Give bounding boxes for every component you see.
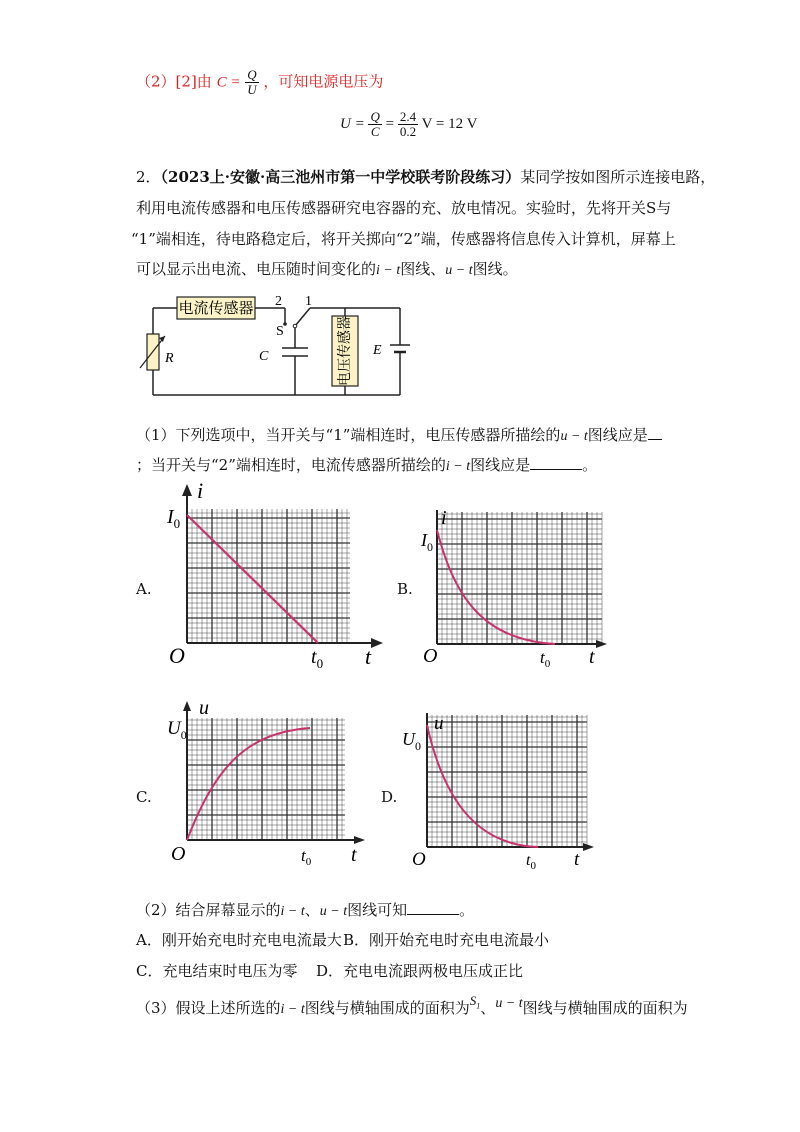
- graph-d: [400, 705, 600, 870]
- eq-result: V = 12 V: [421, 115, 478, 132]
- fraction-denominator: U: [247, 82, 257, 97]
- sub2-text-b: 、: [304, 901, 320, 919]
- question-line4-b: 图线、: [400, 260, 446, 278]
- sub2-it-label: i − t: [280, 904, 305, 919]
- sub3-text-b: 图线与横轴围成的面积为: [304, 999, 470, 1017]
- graph-b: [415, 500, 610, 670]
- option-b-label: B.: [397, 580, 413, 598]
- graph-d-origin: O: [412, 849, 426, 870]
- graph-c-x-axis: t: [351, 844, 357, 866]
- sub3-text-d: 图线与横轴围成的面积为: [522, 999, 688, 1017]
- sub1-it-label: i − t: [445, 459, 471, 474]
- graph-a-t0: $t_0$: [311, 646, 324, 670]
- sub1-text-b: 图线应是: [587, 426, 648, 444]
- sub1-text-d: 图线应是: [470, 456, 531, 474]
- sub1-ut-label: u − t: [560, 429, 588, 444]
- eq-frac1-num: Q: [370, 109, 380, 124]
- graph-a-y0: $I_0$: [167, 506, 181, 531]
- graph-b-y0: $I_0$: [421, 530, 433, 554]
- solution-line: [136, 68, 383, 97]
- voltage-equation: [340, 110, 477, 139]
- graph-a-origin: O: [169, 643, 185, 668]
- r-label: R: [165, 351, 174, 366]
- answer-blank-3[interactable]: [407, 900, 459, 915]
- sub2-option-a: A．刚开始充电时充电电流最大: [136, 931, 342, 949]
- question-line4-a: 可以显示出电流、电压随时间变化的: [136, 260, 377, 278]
- voltage-sensor-label: 电压传感器: [337, 316, 353, 386]
- sub2-option-d: D．充电电流跟两极电压成正比: [316, 962, 524, 980]
- sub3-text-a: （3）假设上述所选的: [136, 999, 281, 1017]
- terminal-1-label: 1: [305, 294, 312, 309]
- eq-u: U =: [340, 115, 365, 132]
- question-line1-rest: 某同学按如图所示连接电路，: [520, 168, 716, 186]
- formula-fraction: [245, 68, 258, 97]
- ut-graph-label: u − t: [445, 263, 473, 278]
- option-c-label: C.: [136, 788, 152, 806]
- sub1-text-c: ；当开关与“2”端相连时，电流传感器所描绘的: [136, 456, 446, 474]
- graph-c-y-axis: u: [199, 698, 209, 719]
- option-a-label: A.: [136, 580, 152, 598]
- sub2-line: [136, 900, 474, 922]
- question-line-4: [136, 259, 518, 281]
- graph-d-curve: [427, 725, 538, 847]
- question-line-3: “1”端相连，待电路稳定后，将开关掷向“2”端，传感器将信息传入计算机，屏幕上: [131, 230, 676, 248]
- e-label: E: [373, 343, 382, 358]
- sub2-end: 。: [459, 901, 475, 919]
- graph-b-t0: $t_0$: [540, 648, 551, 670]
- formula-lhs: C =: [216, 74, 241, 91]
- terminal-2-label: 2: [275, 294, 282, 309]
- sub3-text-c: 、: [480, 999, 496, 1017]
- sub3-ut-label: u − t: [495, 996, 523, 1011]
- eq-frac1: [368, 110, 381, 139]
- question-line4-c: 图线。: [472, 260, 518, 278]
- eq-equals: =: [385, 115, 395, 132]
- graph-c-origin: O: [171, 843, 186, 865]
- sub2-text-c: 图线可知: [347, 901, 408, 919]
- graph-c: [165, 698, 370, 868]
- c-label: C: [259, 349, 269, 364]
- graph-c-t0: $t_0$: [301, 846, 312, 868]
- it-graph-label: i − t: [376, 263, 401, 278]
- graph-a-x-axis: t: [365, 644, 372, 669]
- answer-blank-1[interactable]: [648, 425, 662, 440]
- s1-symbol: $S_1$: [469, 993, 481, 1011]
- graph-a-y-axis: i: [197, 480, 204, 503]
- question-source: （2023上·安徽·高三池州市第一中学校联考阶段练习）: [160, 168, 521, 186]
- graph-b-x-axis: t: [589, 646, 595, 668]
- switch-label: S: [276, 324, 284, 339]
- sub2-text-a: （2）结合屏幕显示的: [136, 901, 281, 919]
- eq-frac1-den: C: [370, 124, 380, 139]
- circuit-diagram: [135, 290, 415, 405]
- sub2-option-b: B．刚开始充电时充电电流最小: [343, 931, 550, 949]
- current-sensor-label: 电流传感器: [178, 299, 254, 317]
- graph-d-y-axis: u: [434, 713, 444, 734]
- graph-c-y0: $U_0$: [167, 718, 187, 742]
- question-line-1: [136, 167, 715, 187]
- eq-frac2-num: 2.4: [399, 109, 417, 124]
- sub1-text-a: （1）下列选项中，当开关与“1”端相连时，电压传感器所描绘的: [136, 426, 561, 444]
- fraction-numerator: Q: [247, 67, 257, 82]
- sub3-line: [136, 993, 688, 1025]
- sub2-ut-label: u − t: [319, 904, 348, 919]
- solution-prefix: （2）[2]由: [136, 72, 212, 91]
- solution-after: ，可知电源电压为: [263, 72, 384, 91]
- graph-d-x-axis: t: [574, 849, 580, 870]
- graph-b-y-axis: i: [441, 507, 447, 529]
- graph-b-origin: O: [423, 645, 438, 667]
- sub2-option-c: C．充电结束时电压为零: [136, 962, 298, 980]
- sub1-line-2: [136, 455, 597, 477]
- sub1-end: 。: [582, 456, 598, 474]
- graph-d-t0: $t_0$: [526, 852, 536, 870]
- graph-a: [165, 480, 390, 670]
- graph-a-curve: [187, 515, 318, 643]
- question-number: 2．: [136, 168, 161, 186]
- sub1-line-1: [136, 425, 662, 447]
- sub3-it-label: i − t: [280, 1002, 305, 1017]
- graph-d-y0: $U_0$: [402, 729, 421, 753]
- eq-frac2: [398, 110, 418, 139]
- question-line-2: 利用电流传感器和电压传感器研究电容器的充、放电情况。实验时，先将开关S与: [136, 199, 672, 217]
- answer-blank-2[interactable]: [530, 455, 582, 470]
- option-d-label: D.: [381, 788, 398, 806]
- eq-frac2-den: 0.2: [399, 124, 417, 139]
